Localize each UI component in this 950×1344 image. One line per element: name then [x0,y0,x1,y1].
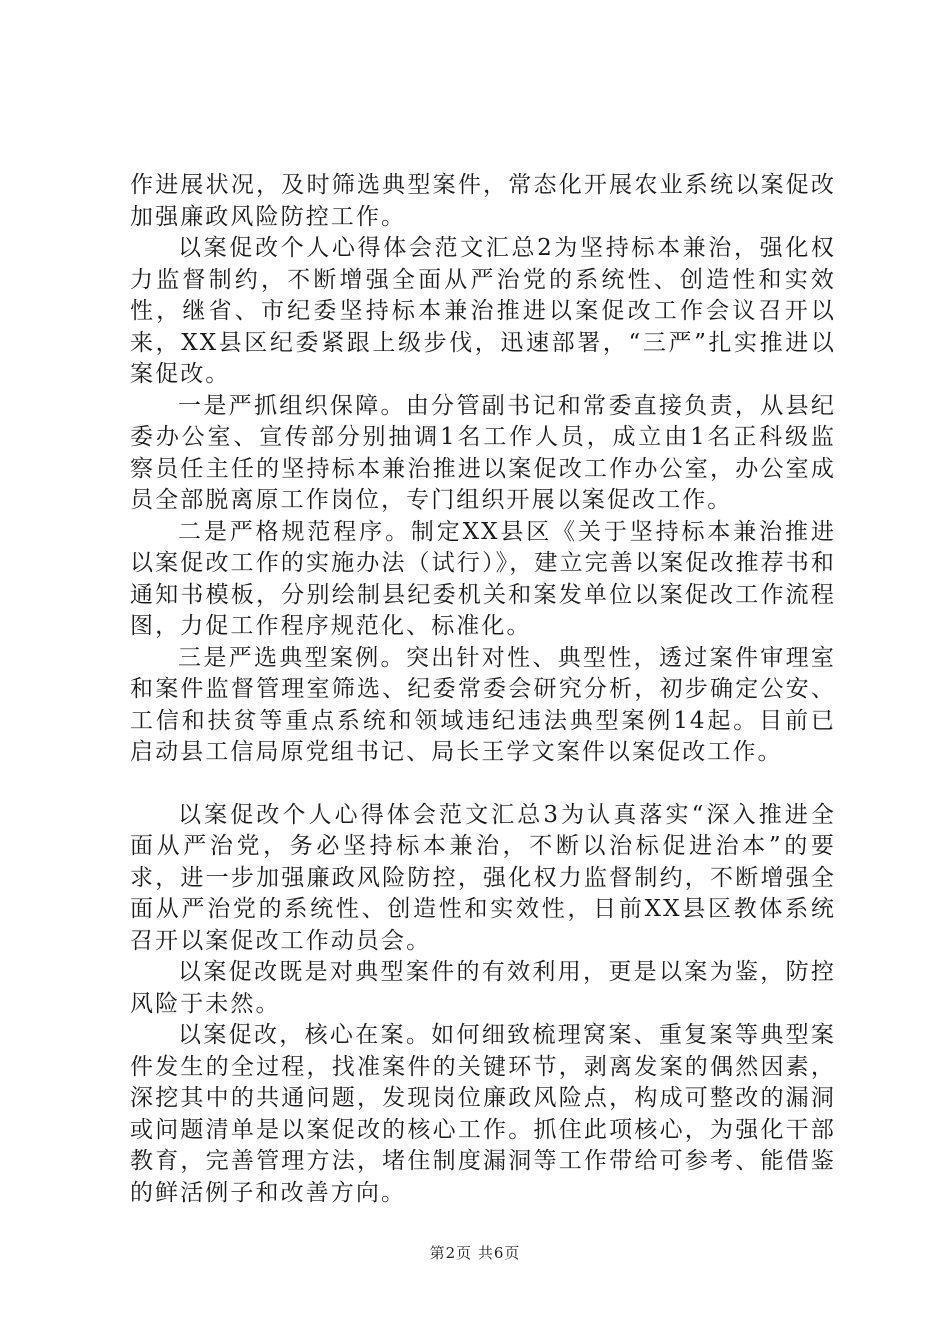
page-number-footer: 第2页 共6页 [429,1244,521,1262]
paragraph-cases: 三是严选典型案例。突出针对性、典型性，透过案件审理室和案件监督管理室筛选、纪委常委会研究分析，初步确定公安、工信和扶贫等重点系统和领域违纪违法典型案例14起。目前已启动县工信局原党组书记、局长王学文案件以案促改工作。 [130,644,836,765]
paragraph-summary-3: 以案促改个人心得体会范文汇总3为认真落实“深入推进全面从严治党，务必坚持标本兼治，不断以治标促进治本”的要求，进一步加强廉政风险防控，强化权力监督制约，不断增强全面从严治党的系统性、创造性和实效性，日前XX县区教体系统召开以案促改工作动员会。 [130,801,836,954]
paragraph-continuation: 作进展状况，及时筛选典型案件，常态化开展农业系统以案促改加强廉政风险防控工作。 [130,172,836,230]
document-body [130,170,836,1209]
paragraph-core: 以案促改，核心在案。如何细致梳理窝案、重复案等典型案件发生的全过程，找准案件的关键环节，剥离发案的偶然因素，深挖其中的共通问题，发现岗位廉政风险点，构成可整改的漏洞或问题清单是以案促改的核心工作。抓住此项核心，为强化干部教育，完善管理方法，堵住制度漏洞等工作带给可参考、能借鉴的鲜活例子和改善方向。 [130,1022,836,1206]
paragraph-purpose: 以案促改既是对典型案件的有效利用，更是以案为鉴，防控风险于未然。 [130,959,836,1017]
paragraph-summary-2: 以案促改个人心得体会范文汇总2为坚持标本兼治，强化权力监督制约，不断增强全面从严治党的系统性、创造性和实效性，继省、市纪委坚持标本兼治推进以案促改工作会议召开以来，XX县区纪委紧跟上级步伐，迅速部署，“三严”扎实推进以案促改。 [130,235,836,387]
paragraph-organization: 一是严抓组织保障。由分管副书记和常委直接负责，从县纪委办公室、宣传部分别抽调1名工作人员，成立由1名正科级监察员任主任的坚持标本兼治推进以案促改工作办公室，办公室成员全部脱离原工作岗位，专门组织开展以案促改工作。 [130,392,836,513]
paragraph-procedure: 二是严格规范程序。制定XX县区《关于坚持标本兼治推进以案促改工作的实施办法（试行）》，建立完善以案促改推荐书和通知书模板，分别绘制县纪委机关和案发单位以案促改工作流程图，力促工作程序规范化、标准化。 [130,518,836,639]
